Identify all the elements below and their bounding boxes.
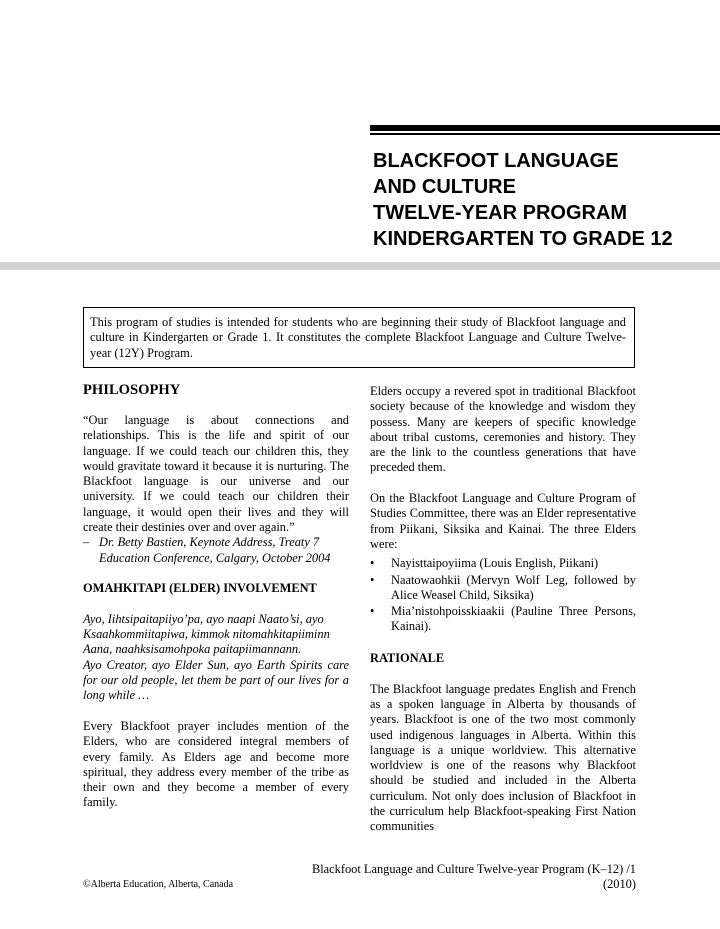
title-rule-thick [370,125,720,131]
list-item [370,556,636,571]
elder-name: Naatowaohkii (Mervyn Wolf Leg, followed by Alice Weasel Child, Siksika) [391,572,636,602]
rationale-heading: RATIONALE [370,651,445,666]
philosophy-heading: PHILOSOPHY [83,382,181,398]
title-line-2: AND CULTURE [373,176,516,198]
footer-year: (2010) [602,877,636,892]
bullet-icon: • [370,572,375,587]
intro-box [83,307,635,368]
blackfoot-prayer: Ayo, Iihtsipaitapiiyo’pa, ayo naapi Naato’si, ayo Ksaahkommiitapiwa, kimmok nitomahkitapiiminn Aana, naahksisamohpoka paitapiimannann. [83,611,330,657]
english-prayer: Ayo Creator, ayo Elder Sun, ayo Earth Spirits care for our old people, let them be part of our lives for a long while … [83,657,349,703]
header-divider-band [0,262,720,270]
bullet-icon: • [370,604,375,619]
quote-attribution [83,535,349,566]
attribution-text: Dr. Betty Bastien, Keynote Address, Treaty 7 Education Conference, Calgary, October 2004 [99,535,331,565]
attribution-dash: – [83,535,90,550]
philosophy-quote: “Our language is about connections and relationships. This is the life and spirit of our language. If we could teach our children this, they would gravitate toward it because it is nurturing. The Blackfoot language is our universe and our university. If we could teach our children their language, it would open their lives and they will create their destinies over and over again.” [83,413,349,535]
list-item [370,573,636,604]
elders-list [370,556,636,634]
elder-name: Nayisttaipoyiima (Louis English, Piikani) [391,556,599,571]
page-footer [283,862,636,893]
elders-paragraph: Elders occupy a revered spot in traditional Blackfoot society because of the knowledge and wisdom they possess. Many are keepers of specific knowledge about tribal customs, ceremonies and history. They are the link to the countless generations that have preceded them. [370,384,636,475]
list-item [370,604,636,635]
title-line-1: BLACKFOOT LANGUAGE [373,150,619,172]
title-rule-thin [370,133,720,135]
intro-text: This program of studies is intended for students who are beginning their study of Blackfoot language and culture in Kindergarten or Grade 1. It constitutes the complete Blackfoot Language and Culture Twelve-year (12Y) Program. [90,315,626,360]
prayer-paragraph: Every Blackfoot prayer includes mention of the Elders, who are considered integral members of every family. As Elders age and become more spiritual, they address every member of the tribe as their own and they become a member of every family. [83,718,349,810]
left-column [83,382,349,811]
rationale-paragraph: The Blackfoot language predates English and French as a spoken language in Alberta by thousands of years. Blackfoot is one of the two most commonly used indigenous languages in Alberta. Within this language is a unique worldview. This alternative worldview is one of the reasons why Blackfoot should be studied and included in the Alberta curriculum. Not only does inclusion of Blackfoot in the curriculum help Blackfoot-speaking First Nation communities [370,681,636,834]
committee-paragraph: On the Blackfoot Language and Culture Program of Studies Committee, there was an Elder representative from Piikani, Siksika and Kainai. The three Elders were: [370,491,636,551]
document-title [373,148,718,252]
title-line-4: KINDERGARTEN TO GRADE 12 [373,228,673,250]
elder-name: Mia’nistohpoisskiaakii (Pauline Three Persons, Kainai). [391,604,636,634]
title-line-3: TWELVE-YEAR PROGRAM [373,202,628,224]
copyright-notice: ©Alberta Education, Alberta, Canada [83,879,234,890]
footer-program-line: Blackfoot Language and Culture Twelve-year Program (K–12) /1 [311,862,636,876]
bullet-icon: • [370,556,375,571]
elder-involvement-heading: OMAHKITAPI (ELDER) INVOLVEMENT [83,581,317,596]
right-column [370,384,636,835]
